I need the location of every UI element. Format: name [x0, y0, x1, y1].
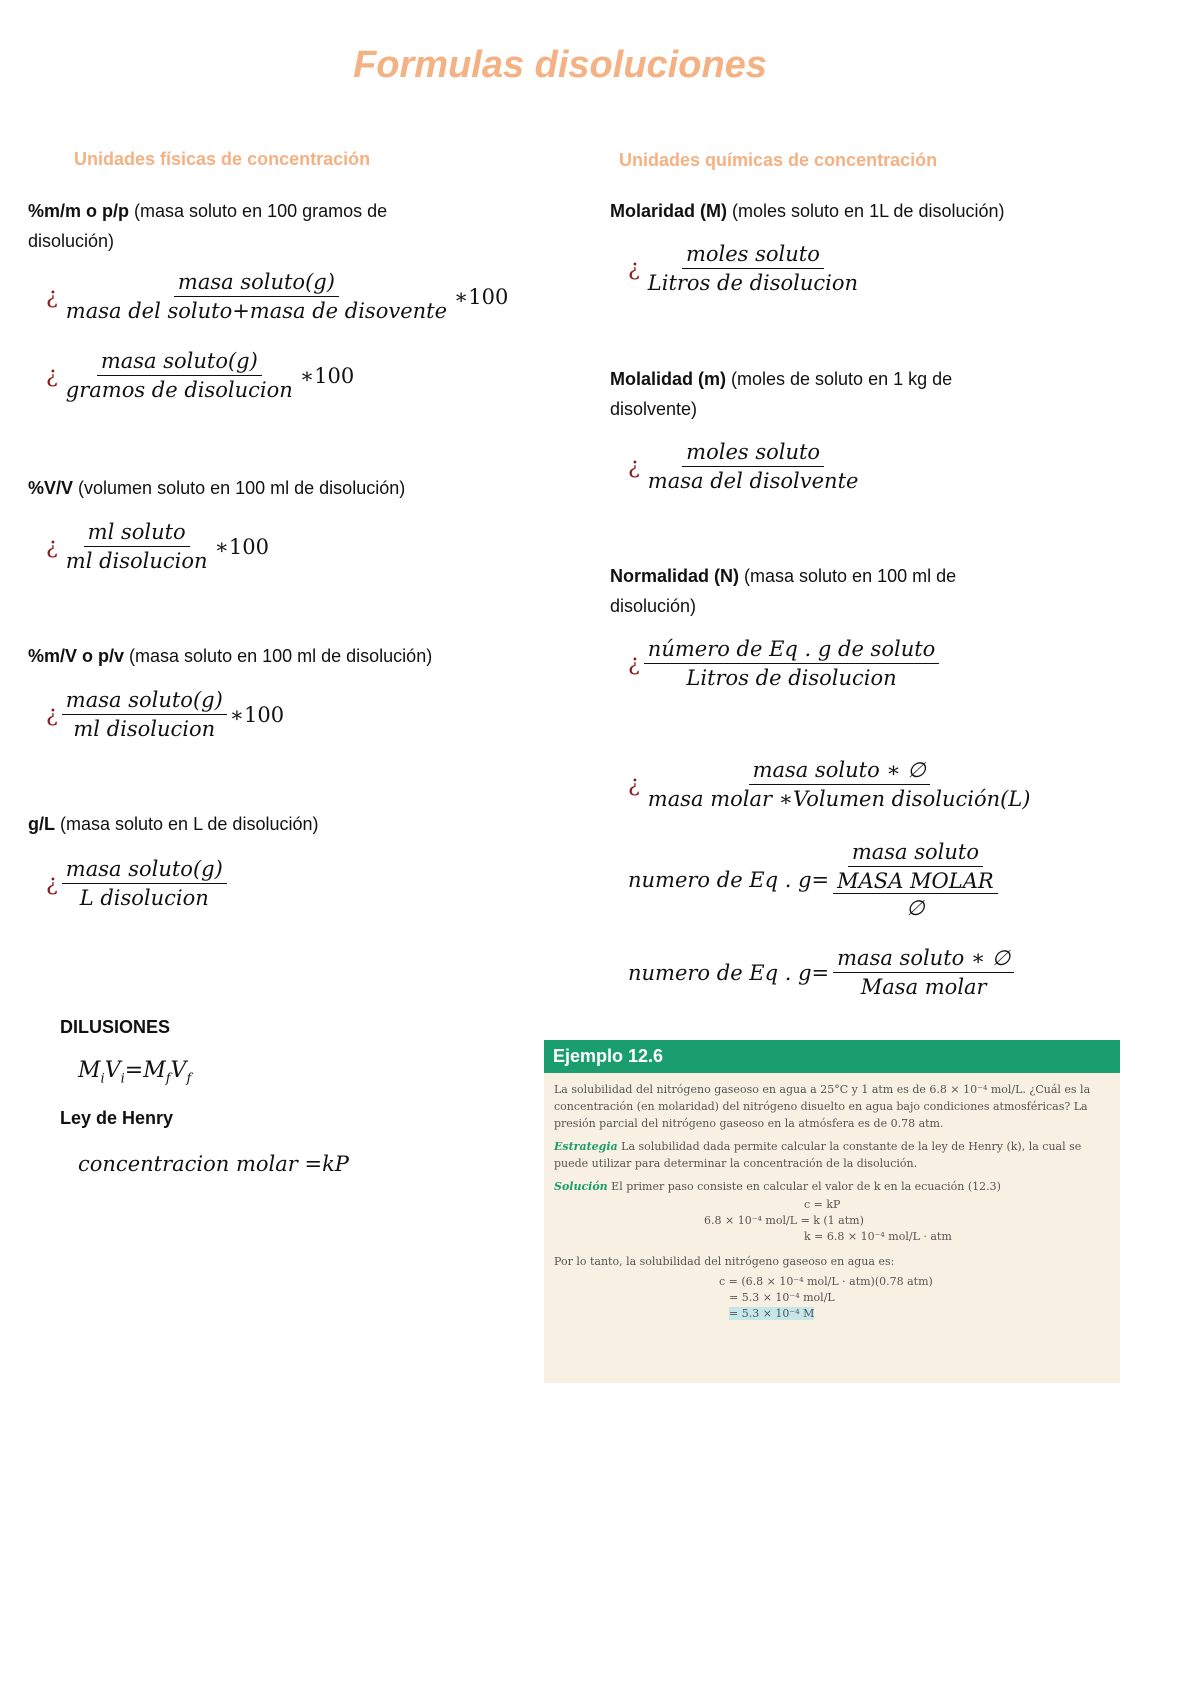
- gl-denominator: L disolucion: [79, 886, 209, 910]
- normality-formula-2: [628, 758, 1034, 811]
- dil-sub-f: f: [186, 1071, 192, 1087]
- mm-label: [28, 196, 468, 256]
- mv-label-bold: %m/V o p/v: [28, 646, 125, 666]
- inv-mark: ¿: [46, 284, 58, 309]
- dil-m: M: [143, 1058, 166, 1083]
- vv-denominator: ml disolucion: [65, 549, 208, 573]
- vv-label: [28, 473, 405, 503]
- gl-label: [28, 809, 318, 839]
- vv-numerator: ml soluto: [84, 520, 190, 547]
- equivalents-fraction-1: [833, 840, 998, 920]
- mm-fraction-2: [62, 349, 297, 402]
- example-problem: La solubilidad del nitrógeno gaseoso en agua a 25°C y 1 atm es de 6.8 × 10⁻⁴ mol/L. ¿Cuál es la concentración (en molaridad) del nitrógeno disuelto en agua bajo condiciones atmosféricas? La presión parcial del nitrógeno gaseoso en la atmósfera es de 0.78 atm.: [554, 1083, 1091, 1130]
- molality-label: [610, 364, 1030, 424]
- mm-label-bold: %m/m o p/p: [28, 201, 130, 221]
- equivalents-label: numero de Eq . g=: [628, 960, 830, 985]
- molality-fraction: [644, 440, 863, 493]
- gl-formula: [46, 857, 227, 910]
- times-100: ∗100: [454, 284, 509, 309]
- molality-numerator: moles soluto: [682, 440, 824, 467]
- solution-text: El primer paso consiste en calcular el valor de k en la ecuación (12.3): [611, 1180, 1001, 1193]
- henry-heading: Ley de Henry: [60, 1108, 174, 1128]
- dilutions-heading: DILUSIONES: [60, 1017, 171, 1037]
- calc-block-2: [554, 1274, 1110, 1322]
- molarity-label-bold: Molaridad (M): [610, 201, 727, 221]
- strategy-text: La solubilidad dada permite calcular la constante de la ley de Henry (k), la cual se puede utilizar para determinar la concentración de la disolución.: [554, 1140, 1082, 1170]
- gl-label-rest: (masa soluto en L de disolución): [55, 814, 319, 834]
- example-box: [544, 1040, 1120, 1383]
- vv-label-rest: (volumen soluto en 100 ml de disolución): [73, 478, 406, 498]
- molality-label-rest: (moles de soluto en 1 kg de disolvente): [610, 369, 953, 419]
- calc-line-4: c = (6.8 × 10⁻⁴ mol/L · atm)(0.78 atm): [719, 1275, 933, 1288]
- vv-label-bold: %V/V: [28, 478, 74, 498]
- normality-formula-1: [628, 637, 939, 690]
- example-conclusion: Por lo tanto, la solubilidad del nitrógeno gaseoso en agua es:: [554, 1255, 895, 1268]
- physical-units-subtitle: Unidades físicas de concentración: [74, 149, 371, 169]
- mm-f2-numerator: masa soluto(g): [97, 349, 262, 376]
- molarity-formula: [628, 242, 862, 295]
- normality-fraction-2: [644, 758, 1035, 811]
- mm-label-rest: (masa soluto en 100 gramos de disolución): [28, 201, 388, 251]
- page-title: Formulas disoluciones: [353, 44, 767, 86]
- equivalents-2-numerator: masa soluto ∗ ∅: [833, 946, 1014, 973]
- normality-2-denominator: masa molar ∗Volumen disolución(L): [647, 787, 1031, 811]
- calc-line-5: = 5.3 × 10⁻⁴ mol/L: [729, 1291, 835, 1304]
- example-solution: [554, 1178, 1110, 1195]
- mv-fraction: [62, 688, 227, 741]
- mv-label: [28, 641, 432, 671]
- equivalents-1-denominator: ∅: [906, 896, 925, 920]
- molarity-label: [610, 196, 1005, 226]
- molarity-label-rest: (moles soluto en 1L de disolución): [727, 201, 1005, 221]
- normality-fraction-1: [644, 637, 940, 690]
- inv-mark: ¿: [628, 454, 640, 479]
- mm-f2-denominator: gramos de disolucion: [65, 378, 293, 402]
- equivalents-fraction-2: [833, 946, 1014, 999]
- inv-mark: ¿: [628, 772, 640, 797]
- molarity-numerator: moles soluto: [682, 242, 824, 269]
- vv-formula: [46, 520, 269, 573]
- chemical-units-subtitle: Unidades químicas de concentración: [619, 150, 938, 170]
- dilutions-formula: [78, 1058, 191, 1086]
- equivalents-2-denominator: Masa molar: [860, 975, 987, 999]
- normality-label-bold: Normalidad (N): [610, 566, 740, 586]
- molality-denominator: masa del disolvente: [647, 469, 859, 493]
- equivalents-label: numero de Eq . g=: [628, 868, 830, 892]
- equivalents-1-middle: MASA MOLAR: [833, 867, 998, 894]
- normality-2-numerator: masa soluto ∗ ∅: [749, 758, 930, 785]
- vv-fraction: [62, 520, 212, 573]
- mv-label-rest: (masa soluto en 100 ml de disolución): [124, 646, 433, 666]
- dil-m: M: [78, 1058, 101, 1083]
- calc-line-3: k = 6.8 × 10⁻⁴ mol/L · atm: [804, 1230, 952, 1243]
- inv-mark: ¿: [46, 534, 58, 559]
- times-100: ∗100: [214, 534, 269, 559]
- equivalents-formula-1: [628, 840, 998, 920]
- inv-mark: ¿: [46, 871, 58, 896]
- calc-line-6: [719, 1306, 1110, 1322]
- mm-f1-numerator: masa soluto(g): [174, 270, 339, 297]
- calc-line-2: 6.8 × 10⁻⁴ mol/L = k (1 atm): [704, 1214, 864, 1227]
- example-body: [544, 1073, 1120, 1330]
- dil-sub-i: i: [120, 1071, 125, 1087]
- dil-v: V: [170, 1058, 187, 1083]
- normality-1-numerator: número de Eq . g de soluto: [644, 637, 940, 664]
- molarity-denominator: Litros de disolucion: [647, 271, 859, 295]
- dil-v: V: [104, 1058, 121, 1083]
- equivalents-1-numerator: masa soluto: [848, 840, 983, 867]
- gl-numerator: masa soluto(g): [62, 857, 227, 884]
- dil-sub-f: f: [165, 1071, 171, 1087]
- mv-numerator: masa soluto(g): [62, 688, 227, 715]
- inv-mark: ¿: [628, 651, 640, 676]
- gl-label-bold: g/L: [28, 814, 55, 834]
- inv-mark: ¿: [46, 702, 58, 727]
- highlighted-result: = 5.3 × 10⁻⁴ M: [729, 1307, 815, 1320]
- molality-formula: [628, 440, 862, 493]
- times-100: ∗100: [299, 363, 355, 388]
- molarity-fraction: [644, 242, 862, 295]
- normality-label-rest: (masa soluto en 100 ml de disolución): [610, 566, 957, 616]
- inv-mark: ¿: [46, 363, 58, 388]
- mm-fraction-1: [62, 270, 451, 323]
- mv-formula: [46, 688, 284, 741]
- equivalents-formula-2: [628, 946, 1014, 999]
- times-100: ∗100: [229, 702, 285, 727]
- inv-mark: ¿: [628, 256, 640, 281]
- normality-1-denominator: Litros de disolucion: [686, 666, 897, 690]
- calc-block-1: [554, 1197, 1110, 1245]
- solution-keyword: Solución: [554, 1180, 608, 1193]
- dil-eq: =: [124, 1058, 144, 1083]
- mv-denominator: ml disolucion: [73, 717, 216, 741]
- henry-formula: concentracion molar =kP: [78, 1152, 349, 1176]
- example-strategy: [554, 1138, 1110, 1172]
- normality-label: [610, 561, 1030, 621]
- calc-line-1: c = kP: [804, 1198, 841, 1211]
- mm-f1-denominator: masa del soluto+masa de disovente: [65, 299, 448, 323]
- mm-formula-2: [46, 349, 354, 402]
- gl-fraction: [62, 857, 227, 910]
- example-header: Ejemplo 12.6: [544, 1040, 1120, 1073]
- strategy-keyword: Estrategia: [554, 1140, 618, 1153]
- dil-sub-i: i: [100, 1071, 105, 1087]
- molality-label-bold: Molalidad (m): [610, 369, 726, 389]
- mm-formula-1: [46, 270, 508, 323]
